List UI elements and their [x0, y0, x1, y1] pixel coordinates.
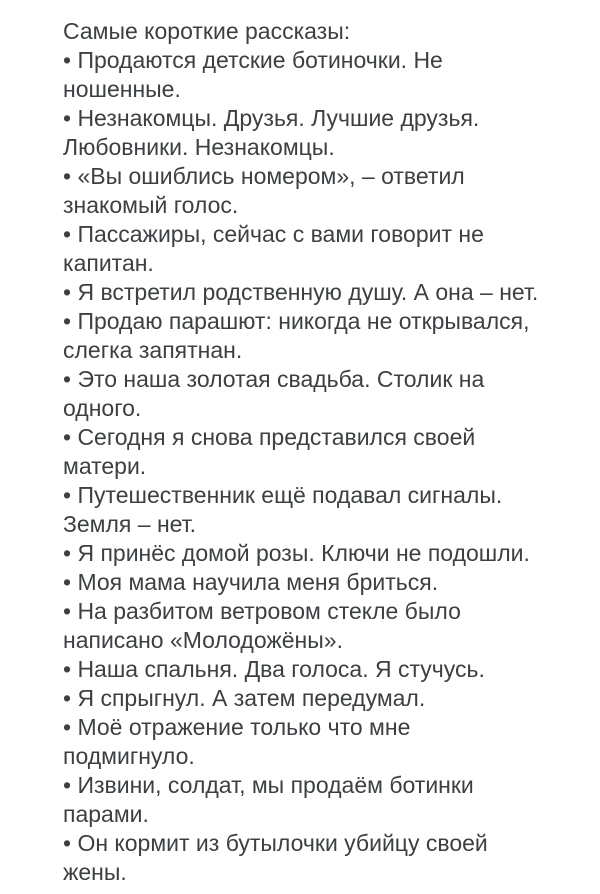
- story-item: • Моё отражение только что мне подмигнуло.: [63, 714, 411, 769]
- story-item: • «Вы ошиблись номером», – ответил знакомый голос.: [63, 163, 465, 218]
- story-item: • Наша спальня. Два голоса. Я стучусь.: [63, 656, 485, 682]
- story-item: • На разбитом ветровом стекле было написано «Молодожёны».: [63, 598, 461, 653]
- story-item: • Пассажиры, сейчас с вами говорит не капитан.: [63, 221, 484, 276]
- stories-list: [63, 46, 546, 887]
- story-item: • Продаю парашют: никогда не открывался, слегка запятнан.: [63, 308, 530, 363]
- story-item: • Он кормит из бутылочки убийцу своей жены.: [63, 830, 488, 885]
- story-item: • Я встретил родственную душу. А она – нет.: [63, 279, 539, 305]
- story-item: • Сегодня я снова представился своей матери.: [63, 424, 476, 479]
- story-item: • Путешественник ещё подавал сигналы. Земля – нет.: [63, 482, 503, 537]
- story-item: • Это наша золотая свадьба. Столик на одного.: [63, 366, 485, 421]
- story-item: • Незнакомцы. Друзья. Лучшие друзья. Любовники. Незнакомцы.: [63, 105, 480, 160]
- story-item: • Продаются детские ботиночки. Не ношенные.: [63, 47, 443, 102]
- story-item: • Извини, солдат, мы продаём ботинки парами.: [63, 772, 474, 827]
- page-title: Самые короткие рассказы:: [63, 18, 351, 44]
- story-item: • Я спрыгнул. А затем передумал.: [63, 685, 426, 711]
- story-item: • Моя мама научила меня бриться.: [63, 569, 439, 595]
- story-item: • Я принёс домой розы. Ключи не подошли.: [63, 540, 530, 566]
